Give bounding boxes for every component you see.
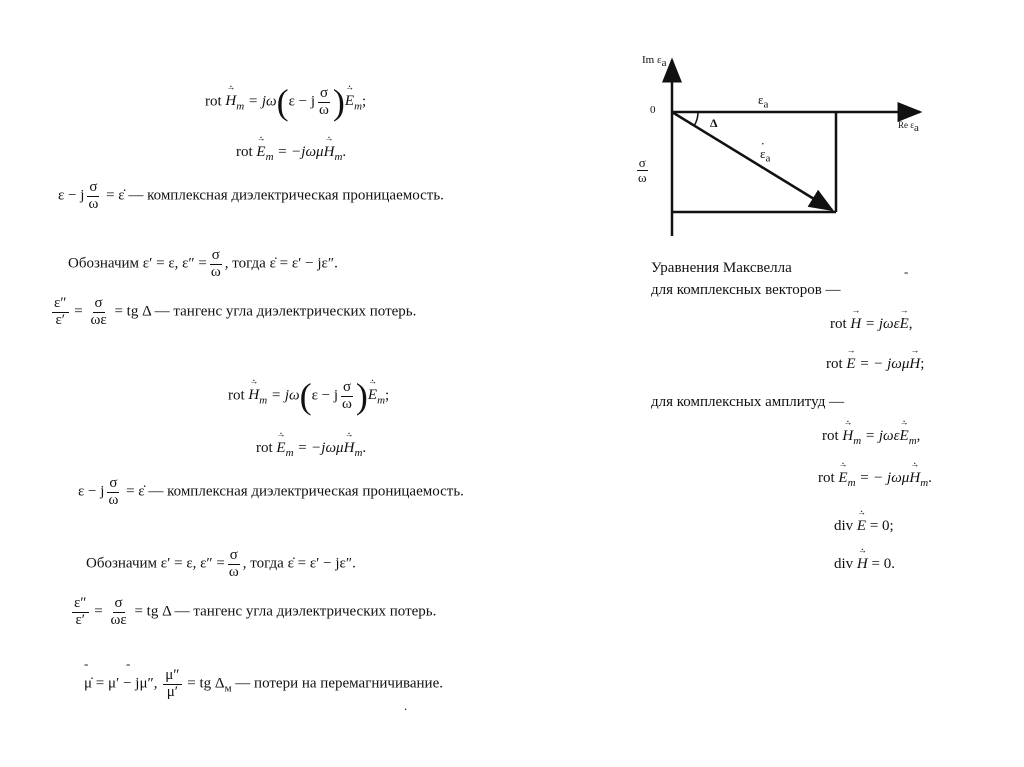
block2-eq-magnetic-loss: μ̇ = μ′ − jμ″, $\frac{\mu''}{\mu'}$ = tg $\Delta_м$ — потери на перемагничивание. [84,667,443,700]
dash-mark: - [904,264,909,279]
real-vector-label: $\varepsilon_a$ [758,92,769,111]
im-axis-label: Im $\varepsilon_a$ [642,54,667,70]
block2-eq-loss-tangent: $\frac{\varepsilon''}{\varepsilon'}$ = $\frac{\sigma}{\omega\varepsilon}$ = tg Δ — тангенс угла диэлектрических потерь. [74,595,437,628]
origin-label: 0 [650,104,656,116]
amplitude-eq-rot-h: rot → $H \cdot_m$ = jωε̇→ $E \cdot_m$, [822,428,920,447]
block1-eq-rot-h: rot → $H \cdot_m = j\omega(\varepsilon - j$ $\frac{\sigma}{\omega}$ )→ $E \cdot_m$; [205,84,366,120]
amplitudes-subtitle: для комплексных амплитуд — [651,394,845,410]
divergence-eq-h: div → H · = 0. [834,556,895,573]
block1-eq-notation: Обозначим ε′ = ε, ε″ = $\frac{\sigma}{\omega}$ , тогда ε̇ = ε′ − jε″. [68,247,338,280]
block1-eq-loss-tangent: $\frac{\varepsilon''}{\varepsilon'}$ = $\frac{\sigma}{\omega\varepsilon}$ = tg Δ — тангенс угла диэлектрических потерь. [54,295,417,328]
re-axis-label: Re $\varepsilon_a$ [898,120,919,134]
block2-eq-rot-e: rot → $E \cdot_m = -j\omega\mu\to H \cdot_m$. [256,440,366,459]
complex-permittivity-diagram [628,40,940,248]
amplitude-eq-rot-e: rot → $E \cdot_m$ = − $j\omega\mu\to H \cdot_m$. [818,470,932,489]
maxwell-title: Уравнения Максвелла [651,260,792,276]
sigma-over-omega: $\frac{\sigma}{\omega}$ [638,155,647,185]
angle-arc [694,112,698,126]
vector-eq-rot-e: rot → E = − jωμ→ H; [826,356,924,373]
complex-vector [672,112,832,210]
block2-eq-notation: Обозначим ε′ = ε, ε″ = $\frac{\sigma}{\omega}$ , тогда ε̇ = ε′ − jε″. [86,547,356,580]
angle-label: Δ [710,116,718,130]
dash-mark: - [84,656,89,671]
divergence-eq-e: div → E · = 0; [834,518,894,535]
complex-vector-label: · $\varepsilon_a$ [760,146,770,165]
vector-eq-rot-h: rot → H = jωε̇→ E, [830,316,912,333]
block1-eq-complex-permittivity: ε − j $\frac{\sigma}{\omega}$ = ε̇ — комплексная диэлектрическая проницаемость. [58,179,444,212]
vectors-subtitle: для комплексных векторов — [651,282,841,298]
dot-mark: . [404,698,408,713]
dash-mark: - [126,656,131,671]
diagram-svg [628,40,940,248]
block2-eq-complex-permittivity: ε − j $\frac{\sigma}{\omega}$ = ε̇ — комплексная диэлектрическая проницаемость. [78,475,464,508]
block2-eq-rot-h: rot → $H \cdot_m = j\omega(\varepsilon - j$ $\frac{\sigma}{\omega}$ )→ $E \cdot_m$; [228,378,389,414]
block1-eq-rot-e: rot → $E \cdot_m = -j\omega\mu\to H \cdot_m$. [236,144,346,163]
